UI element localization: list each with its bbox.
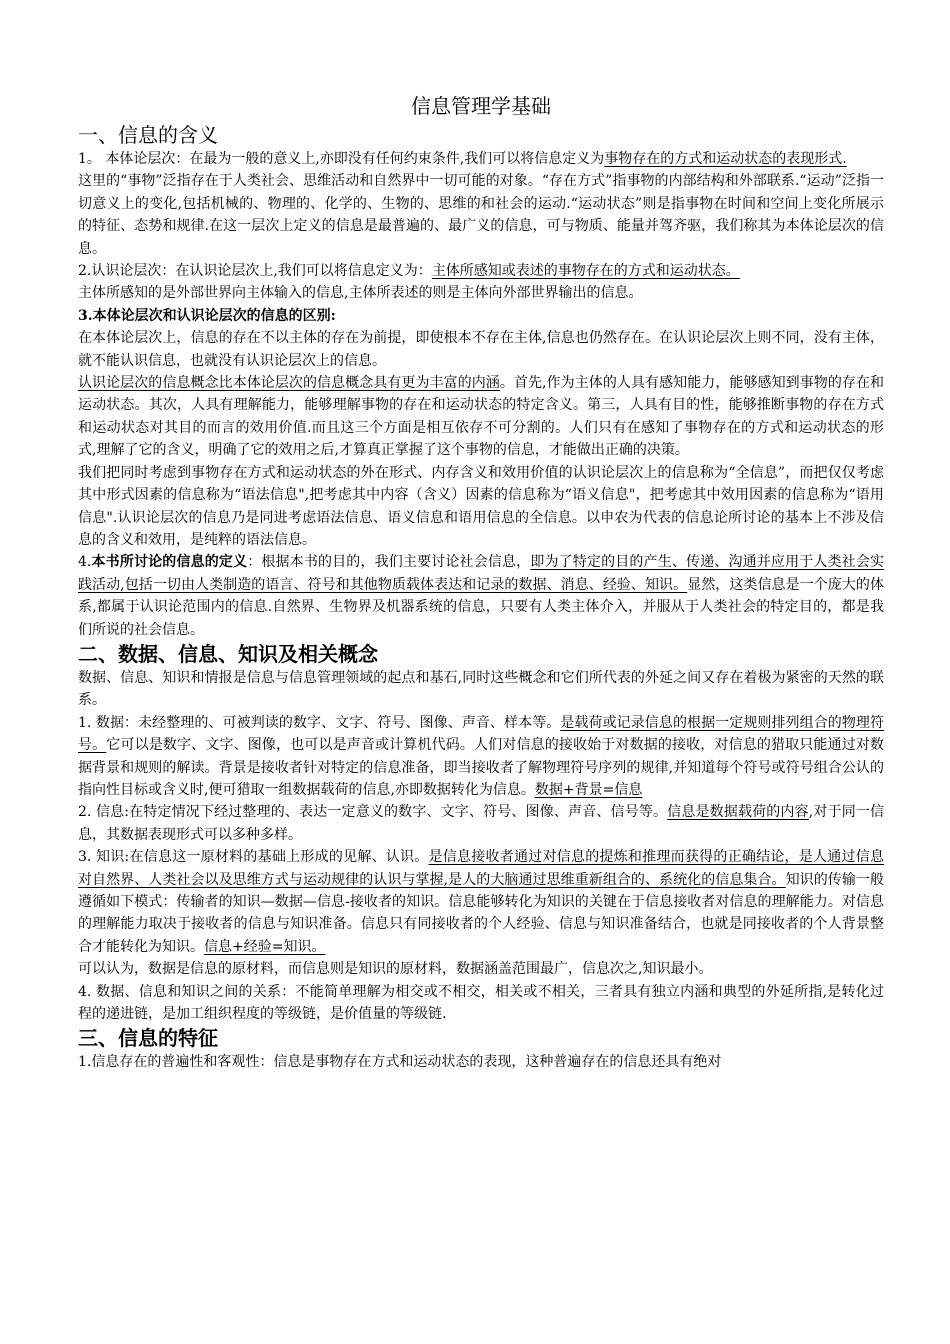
underlined-text: 主体所感知或表述的事物存在的方式和运动状态。	[431, 263, 740, 280]
paragraph	[78, 712, 884, 802]
underlined-text: 数据+背景=信息	[534, 781, 643, 798]
underlined-text: 是载荷或记录信息的根据一定规则排列组合的物理符号。	[78, 714, 885, 754]
paragraph	[78, 260, 884, 282]
bold-label: 本书所讨论的信息的定义	[91, 554, 248, 571]
text: 。首先,作为主体的人具有感知能力，能够感知到事物的存在和运动状态。其次，人具有理解能力，能够理解事物的存在和运动状态的特定含义。第三，人具有目的性，能够推断事物的存在方式和运动状态对其目的而言的效用价值.而且这三个方面是相互依存不可分割的。人们只有在感知了事物存在的方式和运动状态的形式,理解了它的含义，明确了它的效用之后,才算真正掌握了这个事物的信息，才能做出正确的决策。	[78, 375, 885, 459]
paragraph: 我们把同时考虑到事物存在方式和运动状态的外在形式、内存含义和效用价值的认识论层次上的信息称为“全信息”，而把仅仅考虑其中形式因素的信息称为“语法信息",把考虑其中内容（含义）因素的信息称为“语义信息"，把考虑其中效用因素的信息称为“语用信息".认识论层次的信息乃是同进考虑语法信息、语义信息和语用信息的全信息。以申农为代表的信息论所讨论的基本上不涉及信息的含义和效用，是纯粹的语法信息。	[78, 464, 884, 548]
underlined-text: 是信息接收者通过对信息的提炼和推理而获得的正确结论，是人通过信息对自然界、人类社会以及思维方式与运动规律的认识与掌握,是人的大脑通过思维重新组合的、系统化的信息集合。	[78, 849, 885, 888]
paragraph	[78, 981, 884, 1026]
label: 2. 信息:	[78, 804, 129, 821]
text: 在认识论层次上,我们可以将信息定义为：	[175, 263, 432, 280]
paragraph	[78, 846, 884, 958]
text: 不能简单理解为相交或不相交，相关或不相关，三者具有独立内涵和典型的外延所指,是转化过程的递进链，是加工组织程度的等级链，是价值量的等级链.	[78, 983, 885, 1023]
paragraph: 在本体论层次上，信息的存在不以主体的存在为前提，即使根本不存在主体,信息也仍然存在。在认识论层次上则不同，没有主体，就不能认识信息，也就没有认识论层次上的信息。	[78, 330, 884, 369]
label: 3. 知识:	[78, 849, 130, 866]
text: ,对于同一信息，其数据表现形式可以多种多样。	[78, 804, 885, 843]
paragraph	[78, 551, 884, 641]
underlined-text: 即为了特定的目的产生、传递、沟通并应用于人类社会实践活动,包括一切由人类制造的语言、符号和其他物质载体表达和记录的数据、消息、经验、知识。	[78, 554, 885, 593]
paragraph: 主体所感知的是外部世界向主体输入的信息,主体所表述的则是主体向外部世界输出的信息。	[78, 285, 643, 302]
document-title: 信息管理学基础	[411, 94, 551, 118]
underlined-text: 事物存在的方式和运动状态的表现形式.	[604, 151, 847, 167]
section-heading-1: 一、信息的含义	[78, 123, 218, 147]
underlined-text: 信息是数据载荷的内容	[667, 804, 809, 821]
section-heading-3: 三、信息的特征	[78, 1026, 218, 1051]
text: 根据本书的目的，我们主要讨论社会信息，	[261, 554, 531, 571]
subheading: 3.本体论层次和认识论层次的信息的区别:	[78, 307, 336, 324]
label: 2.认识论层次：	[78, 263, 176, 280]
paragraph	[78, 148, 884, 170]
paragraph	[78, 1051, 884, 1073]
paragraph: 可以认为，数据是信息的原材料，而信息则是知识的原材料，数据涵盖范围最广，信息次之,知识最小。	[78, 961, 713, 978]
label: 1.信息存在的普遍性和客观性：	[78, 1054, 274, 1071]
label: 4.	[78, 554, 92, 571]
text: 在信息这一原材料的基础上形成的见解、认识。	[129, 849, 429, 866]
text: 信息是事物存在方式和运动状态的表现，这种普遍存在的信息还具有绝对	[273, 1054, 722, 1071]
label: 1. 数据：	[78, 714, 139, 731]
document-page	[78, 92, 884, 1074]
text: 显然，这类信息是一个庞大的体系,都属于认识论范围内的信息.自然界、生物界及机器系统的信息，只要有人类主体介入，并服从于人类社会的特定目的，都是我们所说的社会信息。	[78, 576, 884, 638]
text: 在最为一般的意义上,亦即没有任何约束条件,我们可以将信息定义为	[189, 151, 605, 167]
label: 4. 数据、信息和知识之间的关系：	[78, 983, 296, 1000]
text: 在特定情况下经过整理的、表达一定意义的数字、文字、符号、图像、声音、信号等。	[129, 804, 668, 821]
section-heading-2: 二、数据、信息、知识及相关概念	[78, 641, 378, 666]
underlined-text: 认识论层次的信息概念比本体论层次的信息概念具有更为丰富的内涵	[78, 375, 500, 392]
paragraph: 数据、信息、知识和情报是信息与信息管理领域的起点和基石,同时这些概念和它们所代表的外延之间又存在着极为紧密的天然的联系。	[78, 669, 884, 709]
paragraph: 这里的“事物”泛指存在于人类社会、思维活动和自然界中一切可能的对象。“存在方式”指事物的内部结构和外部联系.“运动”泛指一切意义上的变化,包括机械的、物理的、化学的、生物的、思维的和社会的运动.“运动状态”则是指事物在时间和空间上变化所展示的特征、态势和规律.在这一层次上定义的信息是最普遍的、最广义的信息，可与物质、能量并驾齐驱，我们称其为本体论层次的信息。	[78, 173, 884, 257]
label: 1。 本体论层次：	[78, 151, 190, 167]
paragraph	[78, 801, 884, 846]
underlined-text: 信息+经验=知识。	[204, 938, 326, 955]
text: 未经整理的、可被判读的数字、文字、符号、图像、声音、样本等。	[138, 714, 561, 731]
text: 它可以是数字、文字、图像，也可以是声音或计算机代码。人们对信息的接收始于对数据的接收，对信息的猎取只能通过对数据背景和规则的解读。背景是接收者针对特定的信息准备，即当接收者了解物理符号序列的规律,并知道每个符号或符号组合公认的指向性目标或含义时,便可猎取一组数据载荷的信息,亦即数据转化为信息。	[78, 737, 885, 798]
paragraph	[78, 372, 884, 462]
label: ：	[247, 554, 262, 571]
text: 知识的传输一般遵循如下模式：传输者的知识—数据—信息-接收者的知识。信息能够转化为知识的关键在于信息接收者对信息的理解能力。对信息的理解能力取决于接收者的信息与知识准备。信息只有同接收者的个人经验、信息与知识准备结合，也就是同接收者的个人背景整合才能转化为知识。	[78, 871, 884, 955]
